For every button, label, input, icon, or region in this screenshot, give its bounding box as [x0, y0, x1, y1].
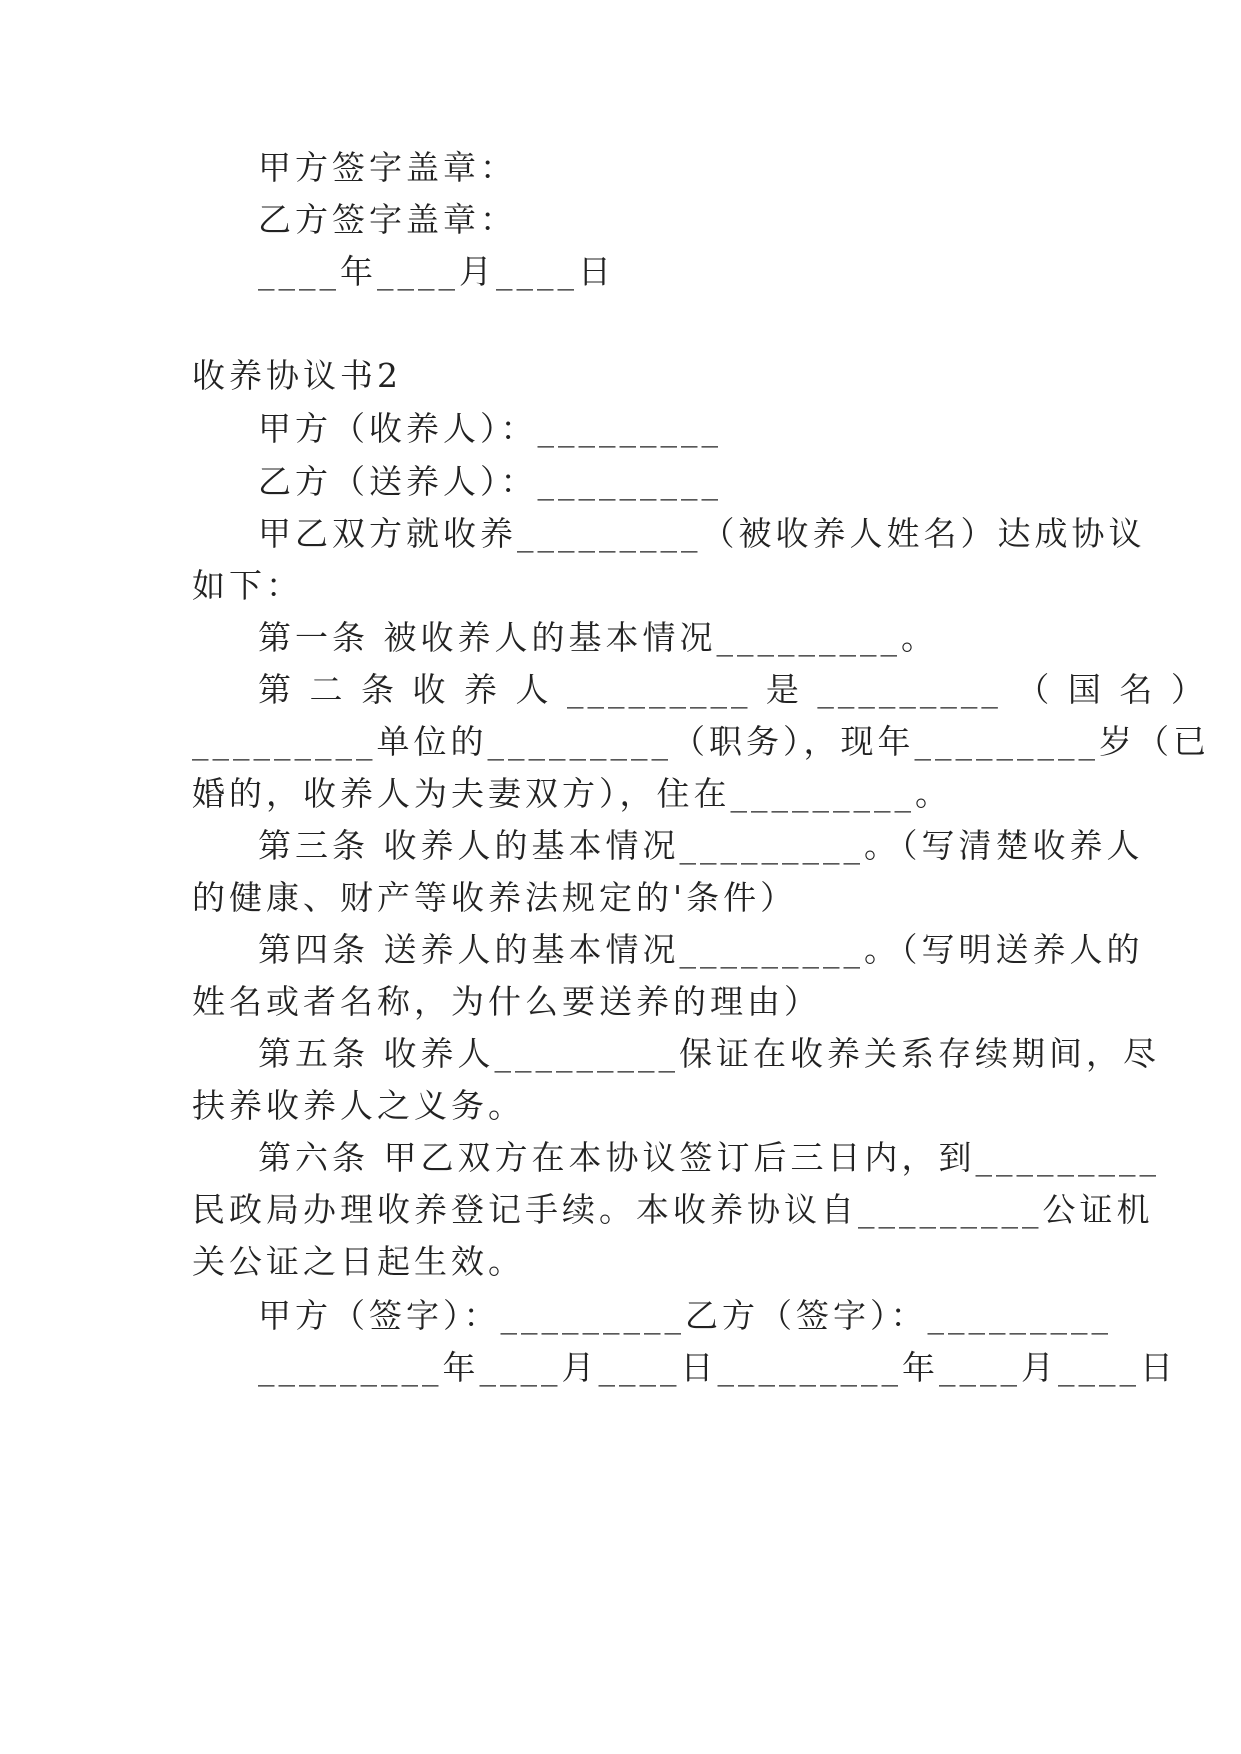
article-6-line-2: 民政局办理收养登记手续。本收养协议自_________公证机: [192, 1190, 1154, 1229]
party-a-signature-line: 甲方签字盖章：: [258, 148, 517, 187]
date-line: ____年____月____日: [258, 252, 615, 291]
signatures-line: 甲方（签字）：_________乙方（签字）：_________: [258, 1296, 1112, 1335]
party-a-adopter: 甲方（收养人）：_________: [258, 409, 722, 448]
intro-paragraph-line-2: 如下：: [192, 566, 303, 605]
article-5-line-1: 第五条 收养人_________保证在收养关系存续期间，尽: [258, 1034, 1160, 1073]
article-3-line-2: 的健康、财产等收养法规定的'条件）: [192, 878, 798, 917]
section-title: 收养协议书2: [192, 356, 402, 395]
article-6-line-3: 关公证之日起生效。: [192, 1242, 525, 1281]
article-2-line-3: 婚的，收养人为夫妻双方），住在_________。: [192, 774, 952, 813]
article-2-line-1: 第 二 条 收 养 人 _________ 是 _________ （ 国 名 ）: [258, 670, 1208, 709]
article-3-line-1: 第三条 收养人的基本情况_________。（写清楚收养人: [258, 826, 1144, 865]
article-4-line-1: 第四条 送养人的基本情况_________。（写明送养人的: [258, 930, 1144, 969]
article-5-line-2: 扶养收养人之义务。: [192, 1086, 525, 1125]
article-2-line-2: _________单位的_________（职务），现年_________岁（已: [192, 722, 1210, 761]
article-4-line-2: 姓名或者名称，为什么要送养的理由）: [192, 982, 821, 1021]
article-1: 第一条 被收养人的基本情况_________。: [258, 618, 938, 657]
article-6-line-1: 第六条 甲乙双方在本协议签订后三日内，到_________: [258, 1138, 1160, 1177]
party-b-signature-line: 乙方签字盖章：: [258, 200, 517, 239]
signature-dates-line: _________年____月____日_________年____月____日: [258, 1348, 1177, 1387]
party-b-placer: 乙方（送养人）：_________: [258, 462, 722, 501]
intro-paragraph-line-1: 甲乙双方就收养_________（被收养人姓名）达成协议: [258, 514, 1146, 553]
